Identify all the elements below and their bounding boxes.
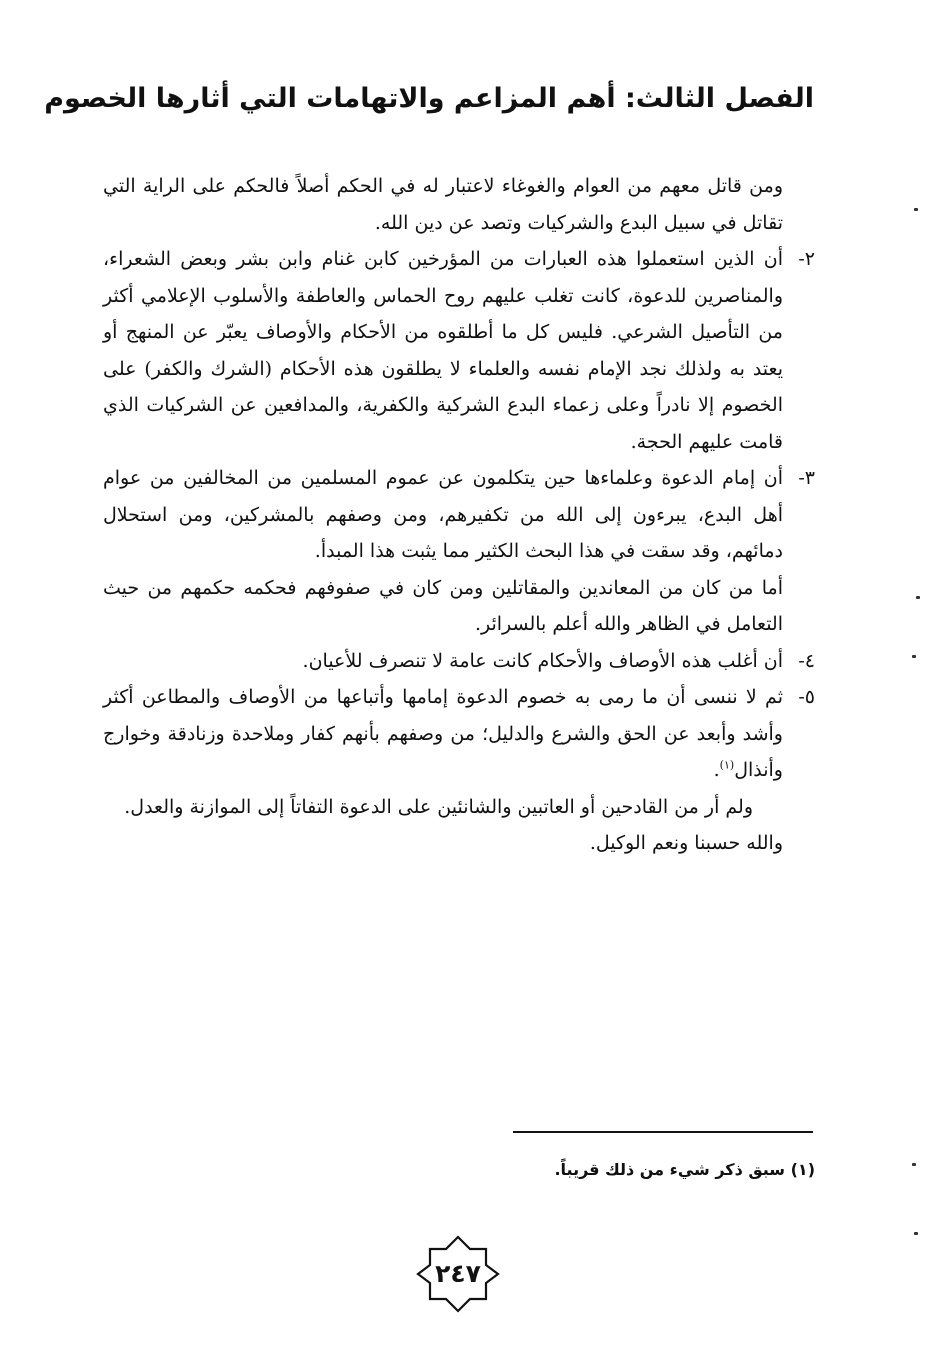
main-text [103,168,815,862]
intro-paragraph: ومن قاتل معهم من العوام والغوغاء لاعتبار له في الحكم أصلاً فالحكم على الراية التي تقاتل في سبيل البدع والشركيات وتصد عن دين الله. [103,175,783,234]
list-item [103,643,815,680]
scan-speck [914,1232,918,1235]
item-text-body: ثم لا ننسى أن ما رمى به خصوم الدعوة إمامها وأتباعها من الأوصاف والمطاعن أكثر وأشد وأبعد عن الحق والشرع والدليل؛ من وصفهم بأنهم كفار وملاحدة وزنادقة وخوارج وأنذال [103,686,783,781]
page-number: ٢٤٧ [435,1259,481,1288]
item-text: أن إمام الدعوة وعلماءها حين يتكلمون عن عموم المسلمين من المخالفين من عوام أهل البدع، يبرءون إلى الله من تكفيرهم، ومن وصفهم بالمشركين، ومن استحلال دمائهم، وقد سقت في هذا البحث الكثير مما يثبت هذا المبدأ. [103,467,783,562]
closing-paragraph: ولم أر من القادحين أو العاتبين والشانئين على الدعوة التفاتاً إلى الموازنة والعدل. [124,795,753,818]
footnote-reference[interactable]: (١) [719,758,735,772]
item-number: ٤- [798,649,815,672]
item-continuation: أما من كان من المعاندين والمقاتلين ومن كان في صفوفهم فحكمه حكمهم من حيث التعامل في الظاهر والله أعلم بالسرائر. [103,576,783,635]
item-text: أن الذين استعملوا هذه العبارات من المؤرخين كابن غنام وابن بشر وبعض الشعراء، والمناصرين للدعوة، كانت تغلب عليهم روح الحماس والعاطفة والأسلوب الإعلامي أكثر من التأصيل الشرعي. فليس كل ما أطلقوه من الأحكام والأوصاف يعبّر عن المنهج أو يعتد به ولذلك نجد الإمام نفسه والعلماء لا يطلقون هذه الأحكام (الشرك والكفر) على الخصوم إلا نادراً وعلى زعماء البدع الشركية والكفرية، والمدافعين عن الشركيات الذي قامت عليهم الحجة. [103,248,783,453]
footnote: (١) سبق ذكر شيء من ذلك قريباً. [554,1160,815,1179]
item-text-end: . [713,759,720,781]
item-text: أن أغلب هذه الأوصاف والأحكام كانت عامة لا تنصرف للأعيان. [302,649,783,672]
scan-speck [912,655,916,658]
list-item [103,460,815,570]
scan-speck [914,208,918,211]
item-number: ٥- [798,686,815,708]
item-number: ٣- [798,467,815,489]
chapter-title: الفصل الثالث: أهم المزاعم والاتهامات التي أثارها الخصوم [44,83,814,114]
list-item [103,241,815,460]
scan-speck [916,596,920,599]
running-header [44,68,814,118]
list-item [103,679,815,789]
item-text [103,679,783,789]
scan-speck [912,1163,916,1166]
item-number: ٢- [798,248,815,270]
signoff-line: والله حسبنا ونعم الوكيل. [589,832,783,854]
footnote-separator [513,1131,813,1133]
